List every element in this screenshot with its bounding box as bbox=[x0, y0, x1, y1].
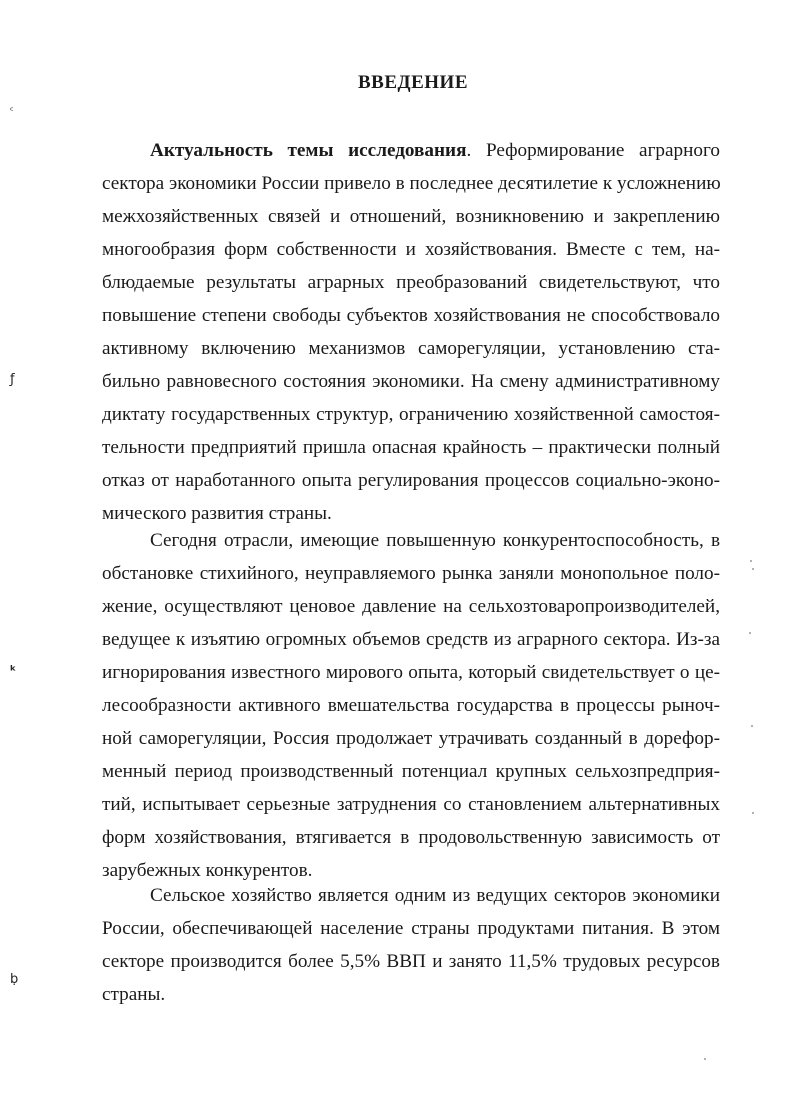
paragraph-1-line: бильно равновесного состояния экономики. На смену административному bbox=[102, 371, 720, 392]
paragraph-1-line: многообразия форм собственности и хозяйствования. Вместе с тем, на- bbox=[102, 239, 720, 260]
scan-speck bbox=[752, 812, 754, 814]
paragraph-2-line: Сегодня отрасли, имеющие повышенную конкурентоспособность, в bbox=[150, 530, 720, 551]
paragraph-3-line: Сельское хозяйство является одним из ведущих секторов экономики bbox=[150, 885, 720, 906]
paragraph-3-line: страны. bbox=[102, 984, 166, 1005]
scan-artifact-mark: ᶜ bbox=[10, 106, 14, 117]
paragraph-1-line: сектора экономики России привело в последнее десятилетие к усложнению bbox=[102, 173, 721, 194]
scan-speck bbox=[749, 632, 751, 634]
paragraph-1-line: блюдаемые результаты аграрных преобразований свидетельствуют, что bbox=[102, 272, 720, 293]
paragraph-1-line: диктату государственных структур, ограничению хозяйственной самостоя- bbox=[102, 404, 720, 425]
paragraph-1-line: активному включению механизмов саморегуляции, установлению ста- bbox=[102, 338, 720, 359]
paragraph-3-line: России, обеспечивающей население страны продуктами питания. В этом bbox=[102, 918, 720, 939]
paragraph-3-line: секторе производится более 5,5% ВВП и занято 11,5% трудовых ресурсов bbox=[102, 951, 720, 972]
paragraph-2-line: ной саморегуляции, Россия продолжает утрачивать созданный в дорефор- bbox=[102, 728, 720, 749]
paragraph-2-line: игнорирования известного мирового опыта, который свидетельствует о це- bbox=[102, 662, 720, 683]
page-title: ВВЕДЕНИЕ bbox=[358, 72, 468, 93]
scan-artifact-mark: ƒ bbox=[10, 372, 15, 387]
paragraph-2-line: обстановке стихийного, неуправляемого рынка заняли монопольное поло- bbox=[102, 563, 720, 584]
paragraph-2-line: зарубежных конкурентов. bbox=[102, 860, 313, 881]
paragraph-2-line: ведущее к изъятию огромных объемов средств из аграрного сектора. Из-за bbox=[102, 629, 720, 650]
paragraph-1-line: межхозяйственных связей и отношений, возникновению и закреплению bbox=[102, 206, 720, 227]
paragraph-2-line: жение, осуществляют ценовое давление на сельхозтоваропроизводителей, bbox=[102, 596, 720, 617]
scan-speck bbox=[751, 725, 753, 727]
section-heading-inline: Актуальность темы исследования bbox=[150, 140, 467, 161]
scan-artifact-mark: ᵏ bbox=[10, 664, 17, 679]
paragraph-1-line: повышение степени свободы субъектов хозяйствования не способствовало bbox=[102, 305, 720, 326]
paragraph-1-line: тельности предприятий пришла опасная крайность – практически полный bbox=[102, 437, 720, 458]
paragraph-2-line: тий, испытывает серьезные затруднения со становлением альтернативных bbox=[102, 794, 720, 815]
scan-speck bbox=[752, 568, 754, 570]
scan-speck bbox=[704, 1058, 706, 1060]
paragraph-1-line: отказ от наработанного опыта регулирования процессов социально-эконо- bbox=[102, 470, 720, 491]
scan-artifact-mark: ḅ bbox=[10, 972, 19, 987]
paragraph-1-lead-text: . Реформирование аграрного bbox=[466, 140, 720, 161]
paragraph-1-line: мического развития страны. bbox=[102, 503, 332, 524]
paragraph-2-line: форм хозяйствования, втягивается в продовольственную зависимость от bbox=[102, 827, 720, 848]
paragraph-2-line: лесообразности активного вмешательства государства в процессы рыноч- bbox=[102, 695, 720, 716]
scan-speck bbox=[750, 560, 752, 562]
paragraph-2-line: менный период производственный потенциал крупных сельхозпредприя- bbox=[102, 761, 720, 782]
paragraph-1-line-1 bbox=[150, 134, 720, 167]
